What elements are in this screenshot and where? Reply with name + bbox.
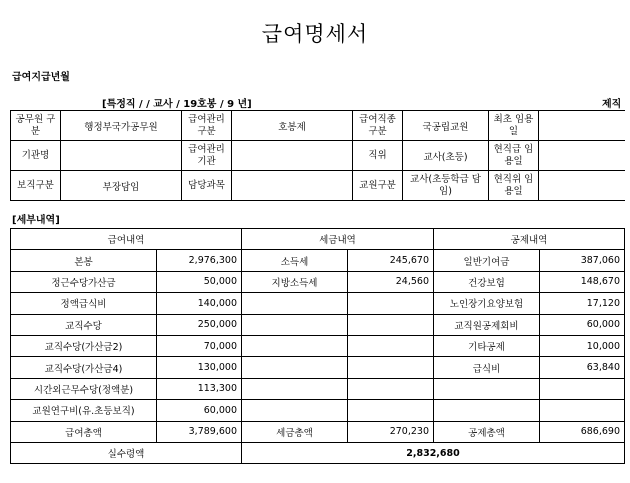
employee-summary-line: [특정직 / / 교사 / 19호봉 / 9 년] xyxy=(102,99,252,110)
deduction-item-amount xyxy=(540,400,625,421)
tax-item-label: 소득세 xyxy=(242,250,348,271)
tax-item-amount xyxy=(348,335,434,356)
info-value: 교사(초등) xyxy=(403,141,489,171)
pay-item-label: 교직수당(가산금2) xyxy=(11,335,157,356)
detail-row xyxy=(11,293,625,314)
detail-row xyxy=(11,335,625,356)
info-label: 공무원 구분 xyxy=(11,111,61,141)
pay-item-label: 본봉 xyxy=(11,250,157,271)
employment-status: 제직 xyxy=(602,99,622,110)
detail-row xyxy=(11,400,625,421)
tax-item-label xyxy=(242,335,348,356)
info-label: 보직구분 xyxy=(11,171,61,201)
pay-item-label: 교원연구비(유.초등보직) xyxy=(11,400,157,421)
deduction-item-amount: 148,670 xyxy=(540,271,625,292)
info-value: 국공립교원 xyxy=(403,111,489,141)
deduction-item-label: 기타공제 xyxy=(434,335,540,356)
pay-item-amount: 113,300 xyxy=(157,378,242,399)
deduction-item-amount xyxy=(540,378,625,399)
tax-items-header: 세금내역 xyxy=(242,229,434,250)
tax-item-amount xyxy=(348,293,434,314)
info-label: 교원구분 xyxy=(353,171,403,201)
employee-info-table xyxy=(10,110,625,201)
tax-total-label: 세금총액 xyxy=(242,421,348,442)
deduction-item-label: 급식비 xyxy=(434,357,540,378)
info-label: 현직급 임용일 xyxy=(489,141,539,171)
deduction-item-label: 일반기여금 xyxy=(434,250,540,271)
pay-item-amount: 60,000 xyxy=(157,400,242,421)
detail-header-row xyxy=(11,229,625,250)
pay-month-label: 급여지급년월 xyxy=(12,72,70,83)
deduction-item-amount: 387,060 xyxy=(540,250,625,271)
tax-item-amount: 24,560 xyxy=(348,271,434,292)
tax-item-label: 지방소득세 xyxy=(242,271,348,292)
info-label: 급여직종 구분 xyxy=(353,111,403,141)
info-value: 부장담임 xyxy=(61,171,182,201)
deduction-total-amount: 686,690 xyxy=(540,421,625,442)
detail-row xyxy=(11,250,625,271)
detail-row xyxy=(11,271,625,292)
pay-item-label: 교직수당(가산금4) xyxy=(11,357,157,378)
pay-item-amount: 70,000 xyxy=(157,335,242,356)
deduction-item-label xyxy=(434,400,540,421)
pay-item-amount: 130,000 xyxy=(157,357,242,378)
info-value xyxy=(61,141,182,171)
pay-item-label: 교직수당 xyxy=(11,314,157,335)
tax-item-label xyxy=(242,400,348,421)
tax-total-amount: 270,230 xyxy=(348,421,434,442)
tax-item-label xyxy=(242,314,348,335)
pay-item-label: 시간외근무수당(정액분) xyxy=(11,378,157,399)
detail-totals-row xyxy=(11,421,625,442)
pay-total-amount: 3,789,600 xyxy=(157,421,242,442)
info-value: 행정부국가공무원 xyxy=(61,111,182,141)
deduction-item-label: 교직원공제회비 xyxy=(434,314,540,335)
tax-item-label xyxy=(242,357,348,378)
info-value xyxy=(539,171,625,201)
tax-item-label xyxy=(242,293,348,314)
detail-row xyxy=(11,378,625,399)
info-value xyxy=(232,171,353,201)
net-pay-row xyxy=(11,442,625,463)
deduction-item-label xyxy=(434,378,540,399)
pay-item-amount: 140,000 xyxy=(157,293,242,314)
pay-item-label: 정근수당가산금 xyxy=(11,271,157,292)
info-label: 현직위 임용일 xyxy=(489,171,539,201)
info-label: 최초 임용일 xyxy=(489,111,539,141)
info-value: 교사(초등학급 담임) xyxy=(403,171,489,201)
info-label: 급여관리 구분 xyxy=(182,111,232,141)
info-label: 급여관리 기관 xyxy=(182,141,232,171)
deduction-items-header: 공제내역 xyxy=(434,229,625,250)
pay-items-header: 급여내역 xyxy=(11,229,242,250)
pay-total-label: 급여총액 xyxy=(11,421,157,442)
pay-item-label: 정액급식비 xyxy=(11,293,157,314)
detail-row xyxy=(11,314,625,335)
tax-item-amount xyxy=(348,314,434,335)
deduction-item-amount: 63,840 xyxy=(540,357,625,378)
tax-item-label xyxy=(242,378,348,399)
net-pay-amount: 2,832,680 xyxy=(242,442,625,463)
info-row xyxy=(11,111,625,141)
tax-item-amount xyxy=(348,357,434,378)
info-label: 담당과목 xyxy=(182,171,232,201)
info-row xyxy=(11,141,625,171)
info-value xyxy=(539,111,625,141)
net-pay-label: 실수령액 xyxy=(11,442,242,463)
tax-item-amount xyxy=(348,400,434,421)
pay-item-amount: 2,976,300 xyxy=(157,250,242,271)
info-value xyxy=(539,141,625,171)
deduction-item-amount: 17,120 xyxy=(540,293,625,314)
pay-detail-table xyxy=(10,228,625,464)
document-title: 급여명세서 xyxy=(261,22,369,46)
detail-section-label: [세부내역] xyxy=(12,215,60,226)
tax-item-amount xyxy=(348,378,434,399)
deduction-item-amount: 60,000 xyxy=(540,314,625,335)
deduction-item-label: 건강보험 xyxy=(434,271,540,292)
deduction-total-label: 공제총액 xyxy=(434,421,540,442)
pay-item-amount: 250,000 xyxy=(157,314,242,335)
info-value xyxy=(232,141,353,171)
info-row xyxy=(11,171,625,201)
pay-item-amount: 50,000 xyxy=(157,271,242,292)
detail-row xyxy=(11,357,625,378)
info-value: 호봉제 xyxy=(232,111,353,141)
tax-item-amount: 245,670 xyxy=(348,250,434,271)
info-label: 기관명 xyxy=(11,141,61,171)
deduction-item-label: 노인장기요양보험 xyxy=(434,293,540,314)
info-label: 직위 xyxy=(353,141,403,171)
deduction-item-amount: 10,000 xyxy=(540,335,625,356)
